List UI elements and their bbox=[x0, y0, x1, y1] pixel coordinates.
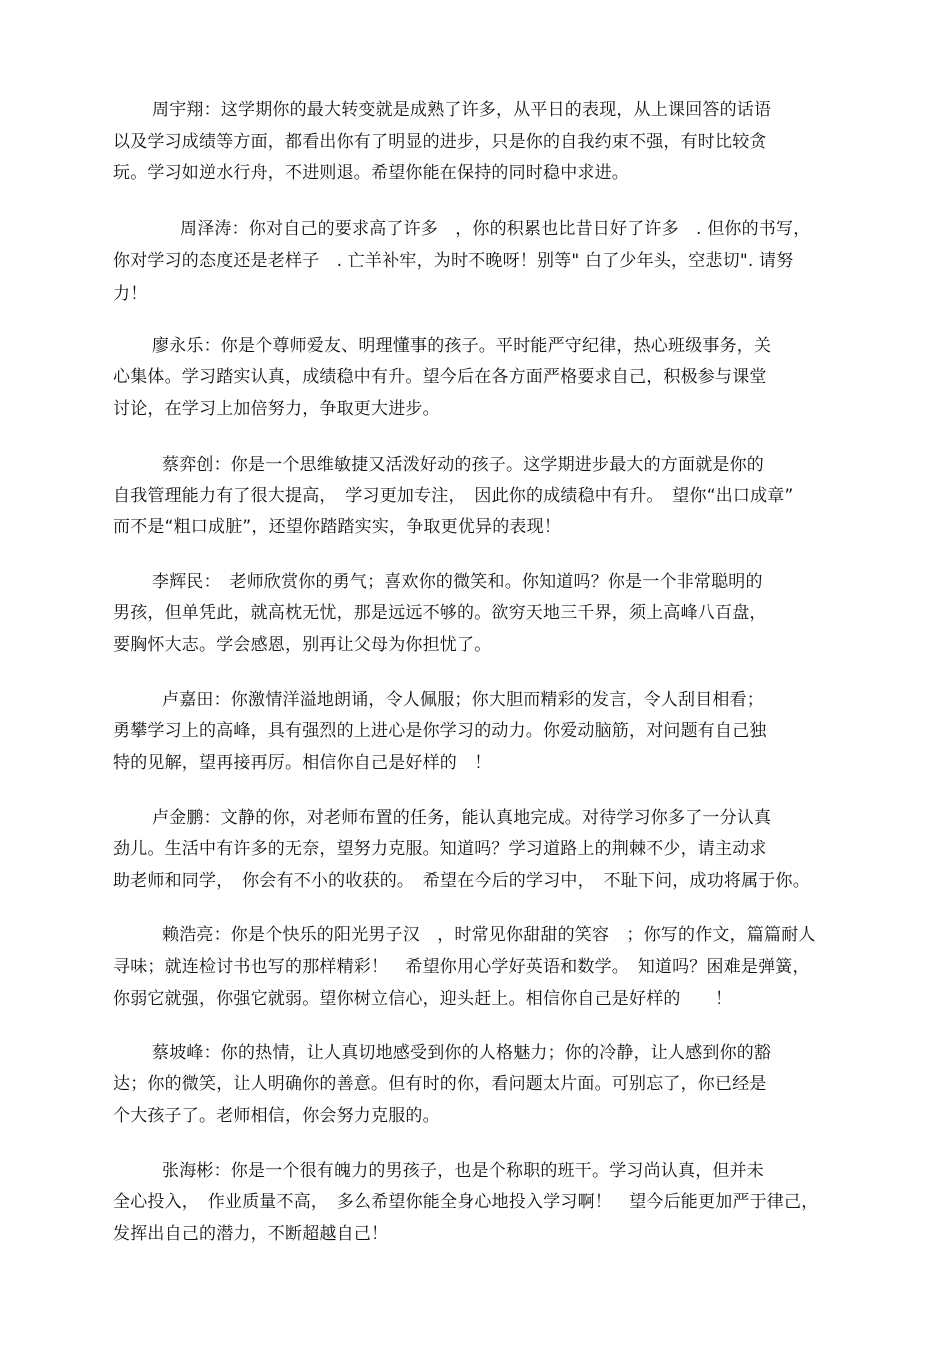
comment-line: 蔡弈创：你是一个思维敏捷又活泼好动的孩子。这学期进步最大的方面就是你的 bbox=[162, 455, 764, 475]
comment-line: 心集体。学习踏实认真，成绩稳中有升。望今后在各方面严格要求自己，积极参与课堂 bbox=[113, 367, 767, 387]
comment-line: 特的见解，望再接再厉。相信你自己是好样的 ！ bbox=[113, 753, 492, 773]
comment-line: 发挥出自己的潜力，不断超越自己！ bbox=[113, 1224, 389, 1244]
comment-line: 卢金鹏：文静的你，对老师布置的任务，能认真地完成。对待学习你多了一分认真 bbox=[152, 808, 772, 828]
comment-line: 助老师和同学， 你会有不小的收获的。 希望在今后的学习中， 不耻下问，成功将属于你。 bbox=[113, 871, 810, 891]
comment-line: 寻味；就连检讨书也写的那样精彩！ 希望你用心学好英语和数学。 知道吗？困难是弹簧， bbox=[113, 957, 810, 977]
comment-line: 男孩，但单凭此，就高枕无忧，那是远远不够的。欲穷天地三千界，须上高峰八百盘， bbox=[113, 603, 767, 623]
comment-line: 力！ bbox=[113, 284, 148, 304]
comment-line: 周宇翔：这学期你的最大转变就是成熟了许多，从平日的表现，从上课回答的话语 bbox=[152, 100, 772, 120]
comment-line: 李辉民： 老师欣赏你的勇气；喜欢你的微笑和。你知道吗？你是一个非常聪明的 bbox=[152, 572, 763, 592]
comment-line: 全心投入， 作业质量不高， 多么希望你能全身心地投入学习啊！ 望今后能更加严于律己， bbox=[113, 1192, 819, 1212]
comment-line: 而不是“粗口成脏”，还望你踏踏实实，争取更优异的表现！ bbox=[113, 517, 562, 537]
comment-line: 你对学习的态度还是老样子 . 亡羊补牢，为时不晚呀！别等" 白了少年头，空悲切". 请努 bbox=[113, 251, 794, 271]
comment-line: 要胸怀大志。学会感恩，别再让父母为你担忧了。 bbox=[113, 635, 492, 655]
comment-line: 蔡坡峰：你的热情，让人真切地感受到你的人格魅力；你的冷静，让人感到你的豁 bbox=[152, 1043, 772, 1063]
comment-line: 劲儿。生活中有许多的无奈，望努力克服。知道吗？学习道路上的荆棘不少，请主动求 bbox=[113, 839, 767, 859]
comment-line: 勇攀学习上的高峰，具有强烈的上进心是你学习的动力。你爱动脑筋，对问题有自己独 bbox=[113, 721, 767, 741]
comment-line: 廖永乐：你是个尊师爱友、明理懂事的孩子。平时能严守纪律，热心班级事务，关 bbox=[152, 336, 772, 356]
comment-line: 自我管理能力有了很大提高， 学习更加专注， 因此你的成绩稳中有升。 望你“出口成章” bbox=[113, 486, 794, 506]
comment-line: 张海彬：你是一个很有魄力的男孩子，也是个称职的班干。学习尚认真，但并未 bbox=[162, 1161, 764, 1181]
comment-line: 卢嘉田：你激情洋溢地朗诵，令人佩服；你大胆而精彩的发言，令人刮目相看； bbox=[162, 690, 764, 710]
comment-line: 赖浩亮：你是个快乐的阳光男子汉 ，时常见你甜甜的笑容 ；你写的作文，篇篇耐人 bbox=[162, 925, 816, 945]
comment-line: 你弱它就强，你强它就弱。望你树立信心，迎头赶上。相信你自己是好样的 ！ bbox=[113, 989, 733, 1009]
comment-line: 玩。学习如逆水行舟，不进则退。希望你能在保持的同时稳中求进。 bbox=[113, 163, 629, 183]
comment-line: 以及学习成绩等方面，都看出你有了明显的进步，只是你的自我约束不强，有时比较贪 bbox=[113, 132, 767, 152]
comment-line: 周泽涛：你对自己的要求高了许多 ，你的积累也比昔日好了许多 . 但你的书写， bbox=[180, 219, 811, 239]
comment-line: 达；你的微笑，让人明确你的善意。但有时的你，看问题太片面。可别忘了，你已经是 bbox=[113, 1074, 767, 1094]
comment-line: 讨论，在学习上加倍努力，争取更大进步。 bbox=[113, 399, 440, 419]
comment-line: 个大孩子了。老师相信，你会努力克服的。 bbox=[113, 1106, 440, 1126]
